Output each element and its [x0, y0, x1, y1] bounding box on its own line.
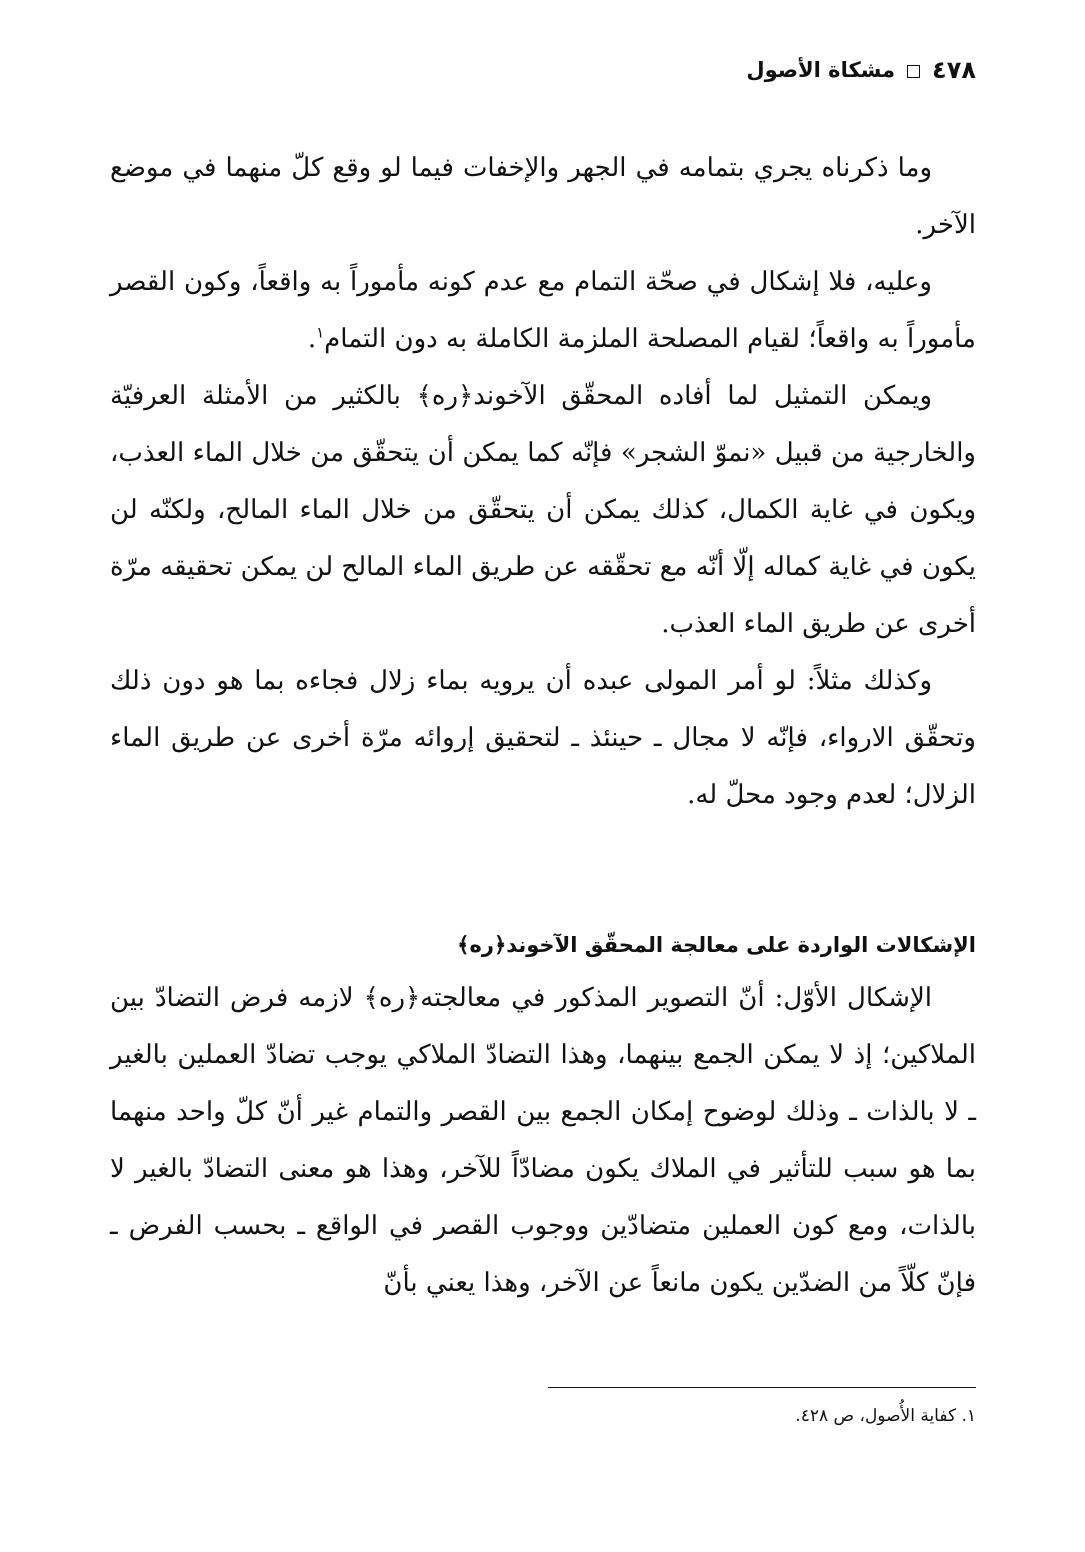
paragraph-4: وكذلك مثلاً: لو أمر المولى عبده أن يرويه بماء زلال فجاءه بما هو دون ذلك وتحقّق الارواء، فإنّه لا مجال ـ حينئذ ـ لتحقيق إروائه مرّة أخرى عن طريق الماء الزلال؛ لعدم وجود محلّ له.: [110, 666, 976, 810]
section-heading: الإشكالات الواردة على معالجة المحقّق الآخوند﴿ره﴾: [457, 933, 976, 957]
section-paragraph: الإشكال الأوّل: أنّ التصوير المذكور في معالجته﴿ره﴾ لازمه فرض التضادّ بين الملاكين؛ إذ لا يمكن الجمع بينهما، وهذا التضادّ الملاكي يوجب تضادّ العملين بالغير ـ لا بالذات ـ وذلك لوضوح إمكان الجمع بين القصر والتمام غير أنّ كلّ واحد منهما بما هو سبب للتأثير في الملاك يكون مضادّاً للآخر، وهذا هو معنى التضادّ بالغير لا بالذات، ومع كون العملين متضادّين ووجوب القصر في الواقع ـ بحسب الفرض ـ فإنّ كلّاً من الضدّين يكون مانعاً عن الآخر، وهذا يعني بأنّ: [110, 983, 976, 1298]
book-title: مشكاة الأصول: [746, 58, 896, 82]
paragraph-2: وعليه، فلا إشكال في صحّة التمام مع عدم كونه مأموراً به واقعاً، وكون القصر مأموراً به واقعاً؛ لقيام المصلحة الملزمة الكاملة به دون التمام$^١$.: [110, 267, 976, 354]
document-page: [110, 0, 976, 1552]
paragraph-1: وما ذكرناه يجري بتمامه في الجهر والإخفات فيما لو وقع كلّ منهما في موضع الآخر.: [110, 153, 976, 240]
paragraph-2-text: وعليه، فلا إشكال في صحّة التمام مع عدم كونه مأموراً به واقعاً، وكون القصر مأموراً به واقعاً؛ لقيام المصلحة الملزمة الكاملة به دون التمام: [110, 267, 976, 354]
square-separator-icon: [907, 65, 920, 78]
footnote-reference[interactable]: ١: [316, 323, 325, 342]
running-header: [746, 52, 976, 88]
paragraph-3: ويمكن التمثيل لما أفاده المحقّق الآخوند﴿ره﴾ بالكثير من الأمثلة العرفيّة والخارجية من قبيل «نموّ الشجر» فإنّه كما يمكن أن يتحقّق من خلال الماء العذب، ويكون في غاية الكمال، كذلك يمكن أن يتحقّق من خلال الماء المالح، ولكنّه لن يكون في غاية كماله إلّا أنّه مع تحقّقه عن طريق الماء المالح لن يمكن تحقيقه مرّة أخرى عن طريق الماء العذب.: [110, 381, 976, 639]
body-text: [110, 140, 976, 1312]
footnote-divider: [548, 1387, 976, 1388]
footnote: ١. كفاية الأُصول، ص ٤٢٨.: [795, 1406, 976, 1426]
page-number: ٤٧٨: [932, 56, 976, 84]
